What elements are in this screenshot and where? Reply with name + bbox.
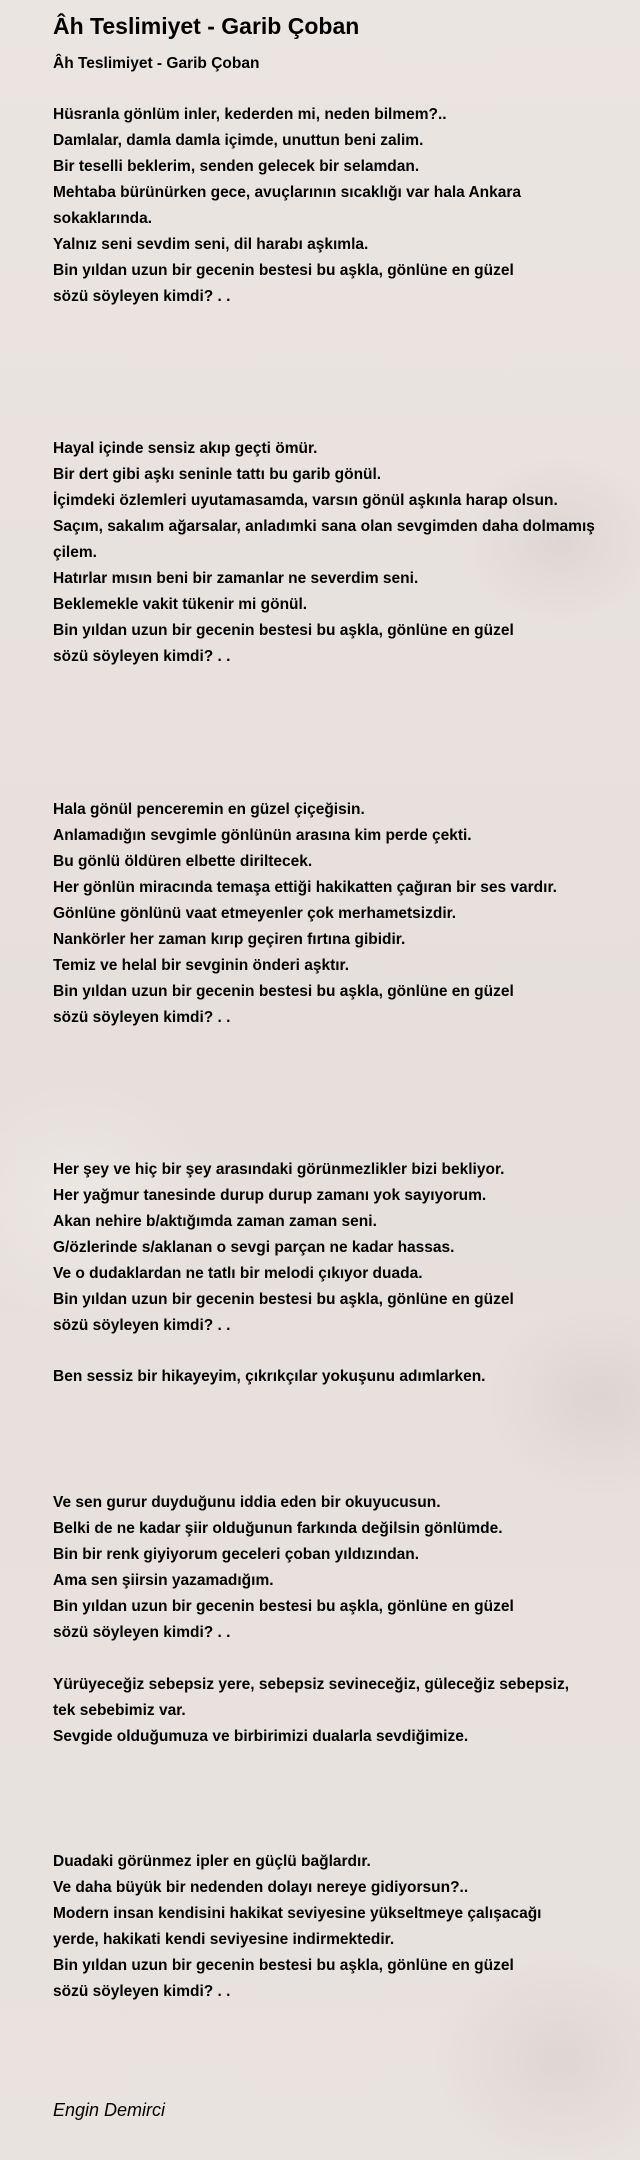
poem-line: Bu gönlü öldüren elbette diriltecek. <box>53 853 313 870</box>
stanza-7 <box>53 1672 623 1750</box>
poem-line: Anlamadığın sevgimle gönlünün arasına kim perde çekti. <box>53 827 472 844</box>
poem-line: Temiz ve helal bir sevginin önderi aşktır. <box>53 957 350 974</box>
poem-line: Hayal içinde sensiz akıp geçti ömür. <box>53 440 318 457</box>
poem-line: sözü söyleyen kimdi? . . <box>53 1009 231 1026</box>
poem-line: Hala gönül penceremin en güzel çiçeğisin. <box>53 801 365 818</box>
poem-line: Her yağmur tanesinde durup durup zamanı yok sayıyorum. <box>53 1187 487 1204</box>
poem-line: Sevgide olduğumuza ve birbirimizi dualarla sevdiğimize. <box>53 1728 469 1745</box>
poem-line: sokaklarında. <box>53 210 153 227</box>
poem-line: Her gönlün miracında temaşa ettiği hakikatten çağıran bir ses vardır. <box>53 879 557 896</box>
poem-line: Nankörler her zaman kırıp geçiren fırtına gibidir. <box>53 931 406 948</box>
poem-title: Âh Teslimiyet - Garib Çoban <box>53 13 360 39</box>
poem-line: Bir teselli beklerim, senden gelecek bir selamdan. <box>53 158 420 175</box>
poem-line: Hatırlar mısın beni bir zamanlar ne severdim seni. <box>53 570 419 587</box>
poem-line: Bin yıldan uzun bir gecenin bestesi bu aşkla, gönlüne en güzel <box>53 1291 514 1308</box>
poem-line: Gönlüne gönlünü vaat etmeyenler çok merhametsizdir. <box>53 905 457 922</box>
poem-line: Duadaki görünmez ipler en güçlü bağlardır. <box>53 1853 371 1870</box>
poem-line: Hüsranla gönlüm inler, kederden mi, neden bilmem?.. <box>53 106 447 123</box>
poem-line: Yalnız seni sevdim seni, dil harabı aşkımla. <box>53 236 369 253</box>
poem-line: İçimdeki özlemleri uyutamasamda, varsın gönül aşkınla harap olsun. <box>53 492 558 509</box>
poem-line: Mehtaba bürünürken gece, avuçlarının sıcaklığı var hala Ankara <box>53 184 522 201</box>
poem-line: Bir dert gibi aşkı seninle tattı bu garib gönül. <box>53 466 382 483</box>
stanza-3 <box>53 797 623 1031</box>
poem-line: Bin yıldan uzun bir gecenin bestesi bu aşkla, gönlüne en güzel <box>53 1957 514 1974</box>
poem-line: Ama sen şiirsin yazamadığım. <box>53 1572 274 1589</box>
poem-line: sözü söyleyen kimdi? . . <box>53 1983 231 2000</box>
stanza-6 <box>53 1490 623 1646</box>
poem-line: Belki de ne kadar şiir olduğunun farkında değilsin gönlümde. <box>53 1520 503 1537</box>
poem-line: G/özlerinde s/aklanan o sevgi parçan ne kadar hassas. <box>53 1239 455 1256</box>
poem-line: sözü söyleyen kimdi? . . <box>53 1624 231 1641</box>
stanza-1 <box>53 102 623 310</box>
poem-line: Damlalar, damla damla içimde, unuttun beni zalim. <box>53 132 424 149</box>
poem-line: Her şey ve hiç bir şey arasındaki görünmezlikler bizi bekliyor. <box>53 1161 505 1178</box>
poem-line: sözü söyleyen kimdi? . . <box>53 648 231 665</box>
poem-line: Yürüyeceğiz sebepsiz yere, sebepsiz sevineceğiz, güleceğiz sebepsiz, <box>53 1676 570 1693</box>
poem-line: Bin bir renk giyiyorum geceleri çoban yıldızından. <box>53 1546 420 1563</box>
poem-line: Beklemekle vakit tükenir mi gönül. <box>53 596 308 613</box>
poem-line: yerde, hakikati kendi seviyesine indirmektedir. <box>53 1931 395 1948</box>
poem-line: Bin yıldan uzun bir gecenin bestesi bu aşkla, gönlüne en güzel <box>53 983 514 1000</box>
poem-line: Ben sessiz bir hikayeyim, çıkrıkçılar yokuşunu adımlarken. <box>53 1368 486 1385</box>
stanza-8 <box>53 1849 623 2005</box>
poem-author: Engin Demirci <box>53 2100 166 2120</box>
poem-line: çilem. <box>53 544 97 561</box>
stanza-5 <box>53 1364 623 1390</box>
stanza-4 <box>53 1157 623 1339</box>
poem-line: Ve daha büyük bir nedenden dolayı nereye gidiyorsun?.. <box>53 1879 469 1896</box>
stanza-2 <box>53 436 623 670</box>
poem-line: Akan nehire b/aktığımda zaman zaman seni. <box>53 1213 377 1230</box>
poem-line: Ve sen gurur duyduğunu iddia eden bir okuyucusun. <box>53 1494 441 1511</box>
poem-line: Bin yıldan uzun bir gecenin bestesi bu aşkla, gönlüne en güzel <box>53 622 514 639</box>
poem-subtitle: Âh Teslimiyet - Garib Çoban <box>53 55 260 72</box>
poem-line: Modern insan kendisini hakikat seviyesine yükseltmeye çalışacağı <box>53 1905 542 1922</box>
poem-line: sözü söyleyen kimdi? . . <box>53 288 231 305</box>
poem-line: tek sebebimiz var. <box>53 1702 186 1719</box>
poem-line: sözü söyleyen kimdi? . . <box>53 1317 231 1334</box>
poem-line: Ve o dudaklardan ne tatlı bir melodi çıkıyor duada. <box>53 1265 423 1282</box>
poem-line: Saçım, sakalım ağarsalar, anladımki sana olan sevgimden daha dolmamış <box>53 518 595 535</box>
poem-line: Bin yıldan uzun bir gecenin bestesi bu aşkla, gönlüne en güzel <box>53 1598 514 1615</box>
poem-line: Bin yıldan uzun bir gecenin bestesi bu aşkla, gönlüne en güzel <box>53 262 514 279</box>
